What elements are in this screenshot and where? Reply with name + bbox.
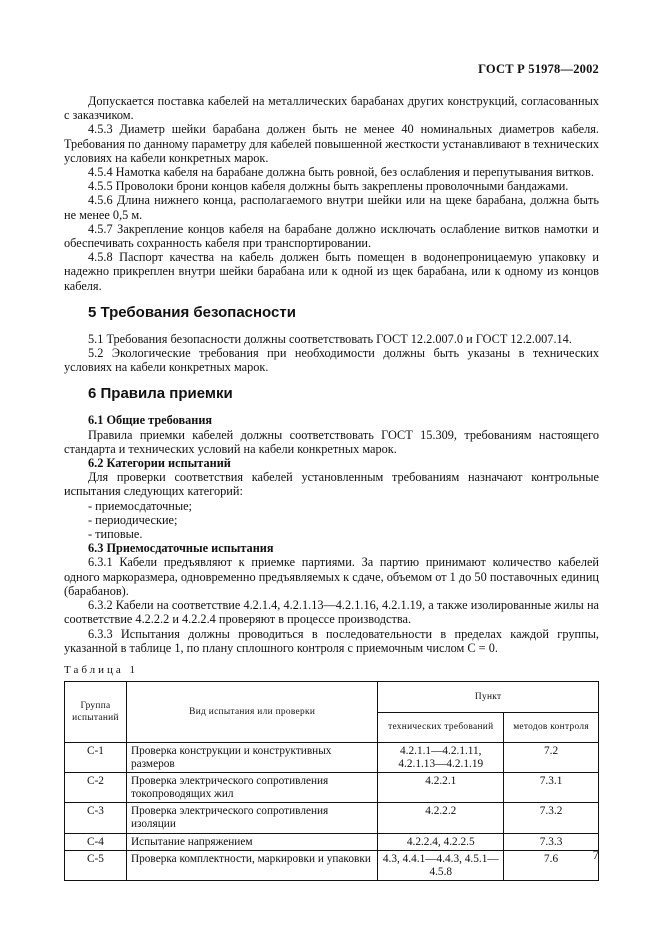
page-number: 7 <box>592 848 599 862</box>
paragraph-6-2: Для проверки соответствия кабелей установленным требованиям назначают контрольные испытания следующих категорий: <box>64 470 599 499</box>
cell-kind: Испытание напряжением <box>126 833 377 851</box>
paragraph-4-5-5: 4.5.5 Проволоки брони концов кабеля должны быть закреплены проволочными бандажами. <box>88 179 569 194</box>
cell-method: 7.2 <box>504 743 599 773</box>
paragraph-4-5-7: 4.5.7 Закрепление концов кабеля на барабане должно исключать ослабление витков намотки и обеспечивать сохранность кабеля при транспортировании. <box>64 221 599 251</box>
table-row <box>65 803 599 833</box>
paragraph-4-5-3: 4.5.3 Диаметр шейки барабана должен быть не менее 40 номинальных диаметров кабеля. Требования по данному параметру для кабелей повышенной жесткости устанавливают в технических условиях на кабели конкретных марок. <box>64 122 599 165</box>
cell-group: С-2 <box>65 773 127 803</box>
paragraph-4-5-8: 4.5.8 Паспорт качества на кабель должен быть помещен в водонепроницаемую упаковку и надежно прикреплен внутри шейки барабана или к одной из щек барабана, или к одному из концов кабеля. <box>64 250 599 293</box>
cell-tech: 4.2.2.4, 4.2.2.5 <box>378 833 504 851</box>
tests-table <box>64 681 599 881</box>
table-row <box>65 743 599 773</box>
cell-method: 7.3.3 <box>504 833 599 851</box>
cell-group: С-4 <box>65 833 127 851</box>
paragraph-6-3-3: 6.3.3 Испытания должны проводиться в последовательности в пределах каждой группы, указанной в таблице 1, по плану сплошного контроля с приемочным числом C = 0. <box>64 626 599 655</box>
paragraph-5-1: 5.1 Требования безопасности должны соответствовать ГОСТ 12.2.007.0 и ГОСТ 12.2.007.14. <box>88 331 572 346</box>
header-tech-requirements: технических требований <box>378 712 504 743</box>
document-code-header: ГОСТ Р 51978—2002 <box>478 62 599 76</box>
list-item: - приемосдаточные; <box>88 498 192 513</box>
cell-kind: Проверка конструкции и конструктивных размеров <box>126 743 377 773</box>
cell-kind: Проверка комплектности, маркировки и упаковки <box>126 851 377 881</box>
table-row <box>65 773 599 803</box>
paragraph-6-1: Правила приемки кабелей должны соответствовать ГОСТ 15.309, требованиям настоящего стандарта и технических условий на кабели конкретных марок. <box>64 427 599 456</box>
cell-tech: 4.3, 4.4.1—4.4.3, 4.5.1—4.5.8 <box>378 851 504 881</box>
cell-method: 7.3.1 <box>504 773 599 803</box>
table-row <box>65 833 599 851</box>
cell-method: 7.6 <box>504 851 599 881</box>
list-item: - типовые. <box>88 527 143 542</box>
cell-kind: Проверка электрического сопротивления токопроводящих жил <box>126 773 377 803</box>
cell-group: С-3 <box>65 803 127 833</box>
section-5-heading: 5 Требования безопасности <box>88 303 296 321</box>
paragraph-4-5-6: 4.5.6 Длина нижнего конца, располагаемого внутри шейки или на щеке барабана, должна быть не менее 0,5 м. <box>64 193 599 222</box>
cell-method: 7.3.2 <box>504 803 599 833</box>
list-item: - периодические; <box>88 512 178 527</box>
cell-tech: 4.2.2.2 <box>378 803 504 833</box>
cell-tech: 4.2.2.1 <box>378 773 504 803</box>
paragraph-6-3-1: 6.3.1 Кабели предъявляют к приемке партиями. За партию принимают количество кабелей одного маркоразмера, одновременно предъявляемых к сдаче, объемом от 1 до 50 поставочных единиц (барабанов). <box>64 555 599 598</box>
subsection-6-2-heading: 6.2 Категории испытаний <box>88 456 231 471</box>
section-6-heading: 6 Правила приемки <box>88 385 233 403</box>
header-kind: Вид испытания или проверки <box>126 682 377 743</box>
subsection-6-1-heading: 6.1 Общие требования <box>88 413 213 428</box>
paragraph-5-2: 5.2 Экологические требования при необходимости должны быть указаны в технических условиях на кабели конкретных марок. <box>64 346 599 375</box>
table-caption: Таблица 1 <box>64 663 139 676</box>
subsection-6-3-heading: 6.3 Приемосдаточные испытания <box>88 541 274 556</box>
cell-tech: 4.2.1.1—4.2.1.11, 4.2.1.13—4.2.1.19 <box>378 743 504 773</box>
document-body <box>64 94 599 881</box>
cell-group: С-1 <box>65 743 127 773</box>
cell-kind: Проверка электрического сопротивления изоляции <box>126 803 377 833</box>
header-punkt: Пункт <box>378 682 599 713</box>
paragraph-4-5-4: 4.5.4 Намотка кабеля на барабане должна быть ровной, без ослабления и перепутывания витков. <box>88 165 594 180</box>
paragraph-6-3-2: 6.3.2 Кабели на соответствие 4.2.1.4, 4.2.1.13—4.2.1.16, 4.2.1.19, а также изолированные жилы на соответствие 4.2.2.2 и 4.2.2.4 проверяют в процессе производства. <box>64 598 599 627</box>
header-control-methods: методов контроля <box>504 712 599 743</box>
cell-group: С-5 <box>65 851 127 881</box>
header-group: Группа испытаний <box>65 682 127 743</box>
paragraph: Допускается поставка кабелей на металлических барабанах других конструкций, согласованных с заказчиком. <box>64 94 599 123</box>
table-row <box>65 851 599 881</box>
